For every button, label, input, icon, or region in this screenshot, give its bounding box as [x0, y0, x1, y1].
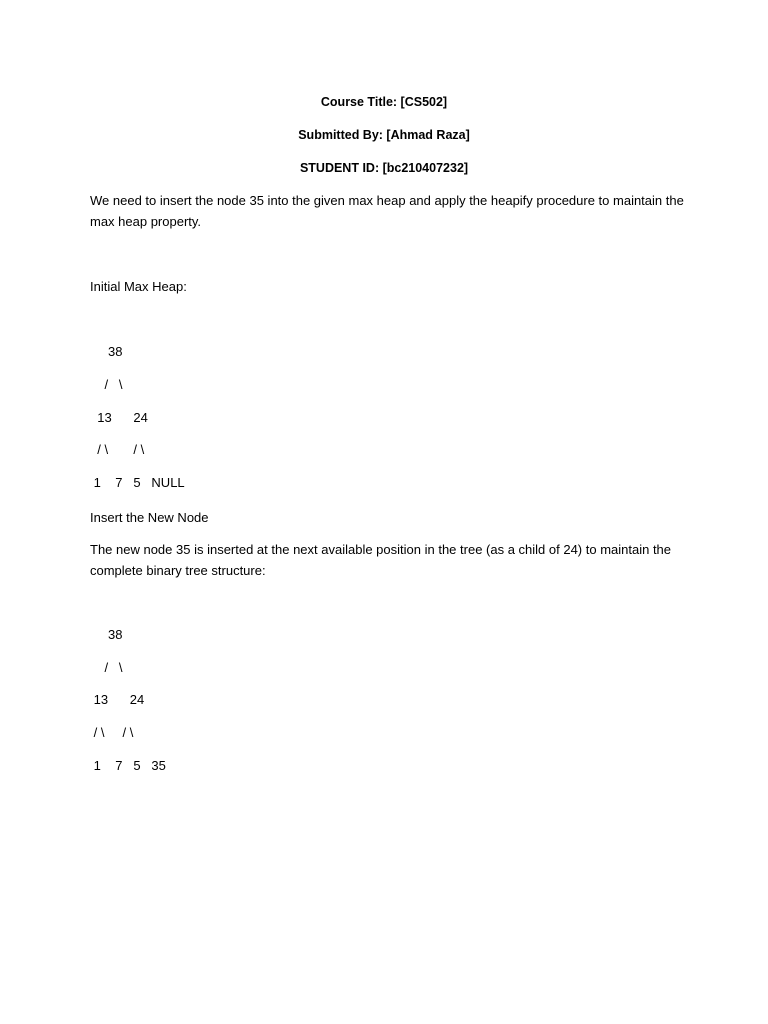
initial-heap-heading: Initial Max Heap: — [90, 279, 187, 294]
tree-line: 1 7 5 35 — [90, 758, 166, 773]
tree-line: 38 — [90, 344, 123, 359]
submitted-by: Submitted By: [Ahmad Raza] — [298, 128, 470, 142]
student-id: STUDENT ID: [bc210407232] — [299, 161, 469, 175]
tree-line: 1 7 5 NULL — [90, 475, 185, 490]
course-title: Course Title: [CS502] — [320, 95, 448, 109]
intro-paragraph: We need to insert the node 35 into the given max heap and apply the heapify procedure to maintain the max heap property. — [90, 193, 684, 229]
tree-line: / \ / \ — [90, 725, 134, 740]
tree-line: 13 24 — [90, 410, 148, 425]
tree-line: 38 — [90, 627, 123, 642]
tree-line: / \ — [90, 377, 123, 392]
tree-line: / \ / \ — [90, 442, 145, 457]
tree-line: 13 24 — [90, 692, 145, 707]
insert-paragraph: The new node 35 is inserted at the next available position in the tree (as a child of 24) to maintain the complete binary tree structure: — [90, 542, 672, 578]
tree-line: / \ — [90, 660, 123, 675]
insert-heading: Insert the New Node — [90, 510, 209, 525]
